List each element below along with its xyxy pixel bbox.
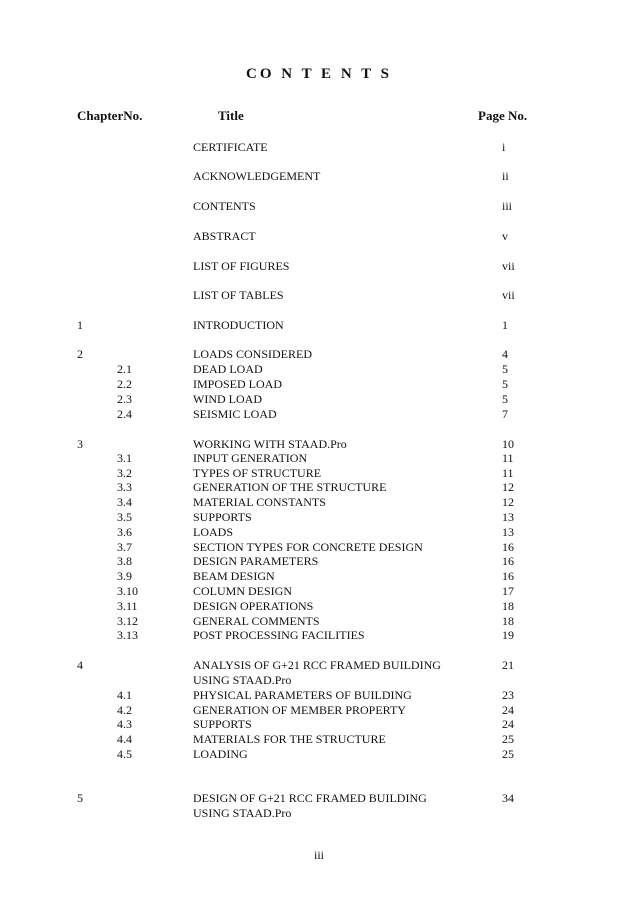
toc-chapter-number: 3.1 bbox=[117, 451, 132, 465]
toc-entry bbox=[0, 584, 638, 599]
toc-chapter-number: 4.3 bbox=[117, 717, 132, 731]
toc-title: LIST OF FIGURES bbox=[193, 259, 290, 273]
toc-page-number: 5 bbox=[502, 377, 508, 391]
toc-page-number: vii bbox=[502, 259, 515, 273]
toc-title: COLUMN DESIGN bbox=[193, 584, 292, 598]
toc-title: ABSTRACT bbox=[193, 229, 256, 243]
toc-chapter-number: 2 bbox=[77, 347, 83, 361]
toc-title: GENERAL COMMENTS bbox=[193, 614, 320, 628]
toc-chapter-number: 3.12 bbox=[117, 614, 138, 628]
toc-page-number: 13 bbox=[502, 510, 514, 524]
toc-title: LOADS bbox=[193, 525, 234, 539]
toc-chapter-number: 3.6 bbox=[117, 525, 132, 539]
toc-chapter-number: 3.9 bbox=[117, 569, 132, 583]
toc-title: INTRODUCTION bbox=[193, 318, 284, 332]
toc-title: TYPES OF STRUCTURE bbox=[193, 466, 322, 480]
column-header-chapter: ChapterNo. bbox=[77, 108, 143, 123]
toc-chapter-number: 4.5 bbox=[117, 747, 132, 761]
toc-title: DESIGN OF G+21 RCC FRAMED BUILDING bbox=[193, 791, 427, 805]
toc-page-number: 17 bbox=[502, 584, 514, 598]
toc-entry bbox=[0, 703, 638, 718]
toc-page-number: 21 bbox=[502, 658, 514, 672]
toc-page-number: iii bbox=[502, 199, 513, 213]
toc-page-number: 25 bbox=[502, 732, 514, 746]
toc-chapter-number: 2.2 bbox=[117, 377, 132, 391]
toc-entry bbox=[0, 525, 638, 540]
toc-page-number: 11 bbox=[502, 466, 514, 480]
toc-page-number: v bbox=[502, 229, 508, 243]
toc-chapter-number: 2.3 bbox=[117, 392, 132, 406]
toc-entry bbox=[0, 628, 638, 643]
toc-entry bbox=[0, 732, 638, 747]
toc-entry bbox=[0, 540, 638, 555]
toc-title: INPUT GENERATION bbox=[193, 451, 308, 465]
toc-entry bbox=[0, 806, 638, 821]
column-header-page: Page No. bbox=[478, 108, 528, 123]
toc-entry bbox=[0, 510, 638, 525]
toc-entry bbox=[0, 599, 638, 614]
toc-page-number: 5 bbox=[502, 362, 508, 376]
toc-title: SUPPORTS bbox=[193, 717, 252, 731]
toc-title: LIST OF TABLES bbox=[193, 288, 284, 302]
toc-page-number: 16 bbox=[502, 540, 514, 554]
toc-title: ACKNOWLEDGEMENT bbox=[193, 169, 321, 183]
toc-chapter-number: 4 bbox=[77, 658, 83, 672]
column-header-title: Title bbox=[218, 108, 244, 123]
toc-entry bbox=[0, 140, 638, 155]
toc-title: LOADS CONSIDERED bbox=[193, 347, 313, 361]
toc-entry bbox=[0, 569, 638, 584]
toc-entry bbox=[0, 318, 638, 333]
toc-chapter-number: 4.4 bbox=[117, 732, 132, 746]
toc-entry bbox=[0, 347, 638, 362]
toc-title: CERTIFICATE bbox=[193, 140, 268, 154]
toc-page-number: ii bbox=[502, 169, 509, 183]
toc-page-number: 1 bbox=[502, 318, 508, 332]
page-heading: CO N T E N T S bbox=[246, 66, 392, 82]
toc-page-number: 34 bbox=[502, 791, 514, 805]
toc-page-number: 10 bbox=[502, 437, 514, 451]
toc-page-number: 24 bbox=[502, 703, 514, 717]
toc-entry bbox=[0, 451, 638, 466]
toc-page-number: 13 bbox=[502, 525, 514, 539]
toc-entry bbox=[0, 495, 638, 510]
toc-page-number: 11 bbox=[502, 451, 514, 465]
toc-entry bbox=[0, 673, 638, 688]
toc-title: USING STAAD.Pro bbox=[193, 806, 292, 820]
toc-title: ANALYSIS OF G+21 RCC FRAMED BUILDING bbox=[193, 658, 441, 672]
toc-entry bbox=[0, 717, 638, 732]
toc-page-number: 12 bbox=[502, 480, 514, 494]
toc-title: WORKING WITH STAAD.Pro bbox=[193, 437, 347, 451]
toc-page-number: i bbox=[502, 140, 506, 154]
toc-entry bbox=[0, 614, 638, 629]
toc-chapter-number: 3.13 bbox=[117, 628, 138, 642]
toc-entry bbox=[0, 466, 638, 481]
toc-chapter-number: 1 bbox=[77, 318, 83, 332]
toc-page-number: 16 bbox=[502, 569, 514, 583]
toc-title: GENERATION OF MEMBER PROPERTY bbox=[193, 703, 406, 717]
toc-page-number: 16 bbox=[502, 554, 514, 568]
toc-title: PHYSICAL PARAMETERS OF BUILDING bbox=[193, 688, 412, 702]
toc-title: GENERATION OF THE STRUCTURE bbox=[193, 480, 387, 494]
toc-entry bbox=[0, 791, 638, 806]
toc-entry bbox=[0, 392, 638, 407]
toc-entry bbox=[0, 480, 638, 495]
toc-title: MATERIAL CONSTANTS bbox=[193, 495, 326, 509]
toc-title: DESIGN PARAMETERS bbox=[193, 554, 319, 568]
toc-page-number: 19 bbox=[502, 628, 514, 642]
toc-page-number: 18 bbox=[502, 599, 514, 613]
toc-entry bbox=[0, 169, 638, 184]
toc-chapter-number: 3.11 bbox=[117, 599, 138, 613]
toc-entry bbox=[0, 199, 638, 214]
toc-entry bbox=[0, 437, 638, 452]
toc-title: IMPOSED LOAD bbox=[193, 377, 283, 391]
toc-chapter-number: 3.10 bbox=[117, 584, 138, 598]
toc-chapter-number: 3 bbox=[77, 437, 83, 451]
toc-page-number: 23 bbox=[502, 688, 514, 702]
toc-page-number: 4 bbox=[502, 347, 508, 361]
toc-title: DEAD LOAD bbox=[193, 362, 263, 376]
toc-title: SEISMIC LOAD bbox=[193, 407, 277, 421]
toc-entry bbox=[0, 259, 638, 274]
toc-title: POST PROCESSING FACILITIES bbox=[193, 628, 365, 642]
toc-entry bbox=[0, 229, 638, 244]
toc-page-number: 5 bbox=[502, 392, 508, 406]
toc-page-number: 18 bbox=[502, 614, 514, 628]
toc-title: MATERIALS FOR THE STRUCTURE bbox=[193, 732, 386, 746]
toc-chapter-number: 3.7 bbox=[117, 540, 132, 554]
toc-title: CONTENTS bbox=[193, 199, 256, 213]
toc-page-number: 12 bbox=[502, 495, 514, 509]
toc-chapter-number: 3.3 bbox=[117, 480, 132, 494]
toc-chapter-number: 3.2 bbox=[117, 466, 132, 480]
toc-title: LOADING bbox=[193, 747, 248, 761]
toc-chapter-number: 4.2 bbox=[117, 703, 132, 717]
toc-title: SUPPORTS bbox=[193, 510, 252, 524]
toc-entry bbox=[0, 658, 638, 673]
toc-chapter-number: 3.5 bbox=[117, 510, 132, 524]
toc-title: USING STAAD.Pro bbox=[193, 673, 292, 687]
toc-title: WIND LOAD bbox=[193, 392, 262, 406]
toc-page-number: 24 bbox=[502, 717, 514, 731]
toc-chapter-number: 2.4 bbox=[117, 407, 132, 421]
toc-chapter-number: 3.8 bbox=[117, 554, 132, 568]
toc-page-number: vii bbox=[502, 288, 515, 302]
toc-chapter-number: 5 bbox=[77, 791, 83, 805]
toc-entry bbox=[0, 747, 638, 762]
toc-chapter-number: 3.4 bbox=[117, 495, 132, 509]
toc-title: BEAM DESIGN bbox=[193, 569, 275, 583]
toc-title: DESIGN OPERATIONS bbox=[193, 599, 314, 613]
toc-page-number: 25 bbox=[502, 747, 514, 761]
toc-entry bbox=[0, 407, 638, 422]
toc-chapter-number: 4.1 bbox=[117, 688, 132, 702]
page-number: iii bbox=[313, 848, 324, 862]
toc-entry bbox=[0, 362, 638, 377]
toc-page-number: 7 bbox=[502, 407, 508, 421]
toc-entry bbox=[0, 288, 638, 303]
toc-chapter-number: 2.1 bbox=[117, 362, 132, 376]
toc-entry bbox=[0, 554, 638, 569]
toc-title: SECTION TYPES FOR CONCRETE DESIGN bbox=[193, 540, 423, 554]
toc-entry bbox=[0, 377, 638, 392]
toc-entry bbox=[0, 688, 638, 703]
